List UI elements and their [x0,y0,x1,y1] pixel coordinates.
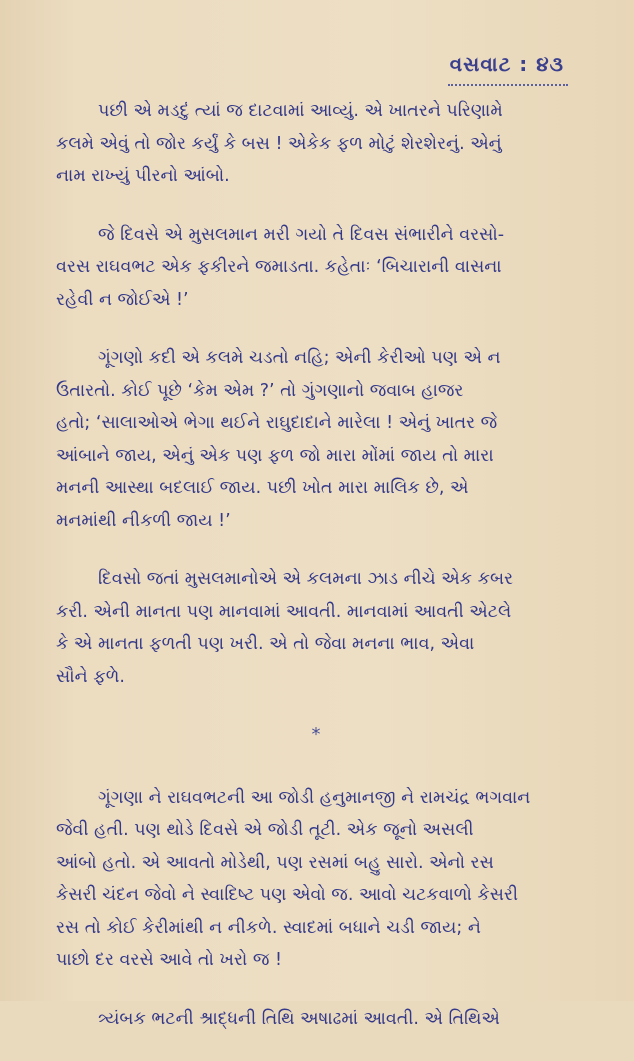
paragraph-4 [56,563,576,693]
text-line: મનમાંથી નીકળી જાય !’ [56,510,231,531]
text-line: કલમે એવું તો જોર કર્યું કે બસ ! એકેક ફળ મોટું શેરશેરનું. એનું [56,133,502,154]
text-line: કે એ માનતા ફળતી પણ ખરી. એ તો જેવા મનના ભાવ, એવા [56,634,475,654]
paragraph-1 [56,95,576,193]
text-line: રસ તો કોઈ કેરીમાંથી ન નીકળે. સ્વાદમાં બધાને ચડી જાય; ને [56,917,481,938]
running-header: વસવાટ : ૪૩ [449,52,564,76]
paragraph-6 [56,1003,576,1036]
text-line: કેસરી ચંદન જેવો ને સ્વાદિષ્ટ પણ એવો જ. આવો ચટકવાળો કેસરી [56,885,518,905]
text-line: દિવસો જતાં મુસલમાનોએ એ કલમના ઝાડ નીચે એક કબર [98,569,514,589]
text-line: સૌને ફળે. [56,666,125,687]
paragraph-2 [56,219,576,317]
text-line: જેવી હતી. પણ થોડે દિવસે એ જોડી તૂટી. એક જૂનો અસલી [56,820,474,840]
paragraph-3 [56,342,576,537]
text-line: હતો; ‘સાલાઓએ ભેગા થઈને રાઘુદાદાને મારેલા ! એનું ખાતર જે [56,413,498,433]
header-rule [448,84,568,86]
text-line: ઉતારતો. કોઈ પૂછે ‘કેમ એમ ?’ તો ગુંગણાનો જવાબ હાજર [56,380,464,401]
page-body [56,95,576,1061]
text-line: કરી. એની માનતા પણ માનવામાં આવતી. માનવામાં આવતી એટલે [56,601,512,622]
text-line: મનની આસ્થા બદલાઈ જાય. પછી ખોત મારા માલિક છે, એ [56,478,469,498]
text-line: ગૂંગણો કદી એ કલમે ચડતો નહિ; એની કેરીઓ પણ એ ન [98,348,501,368]
text-line: પાછો દર વરસે આવે તો ખરો જ ! [56,950,282,970]
paragraph-5 [56,782,576,977]
text-line: રહેવી ન જોઈએ !’ [56,289,189,310]
text-line: નામ રાખ્યું પીરનો આંબો. [56,166,230,186]
text-line: ગૂંગણા ને રાઘવભટની આ જોડી હનુમાનજી ને રામચંદ્ર ભગવાન [98,787,531,808]
text-line: વરસ રાઘવભટ એક ફકીરને જમાડતા. કહેતાઃ ‘બિચારાની વાસના [56,257,502,277]
text-line: પછી એ મડદું ત્યાં જ દાટવામાં આવ્યું. એ ખાતરને પરિણામે [98,101,503,121]
text-line: આંબો હતો. એ આવતો મોડેથી, પણ રસમાં બહુ સારો. એનો રસ [56,852,494,873]
text-line: જે દિવસે એ મુસલમાન મરી ગયો તે દિવસ સંભારીને વરસો- [98,224,505,245]
section-separator: * [311,724,321,745]
text-line: આંબાને જાય, એનું એક પણ ફળ જો મારા મોંમાં જાય તો મારા [56,445,494,466]
text-line: ત્ર્યંબક ભટની શ્રાદ્ધની તિથિ અષાઢમાં આવતી. એ તિથિએ [98,1008,500,1029]
